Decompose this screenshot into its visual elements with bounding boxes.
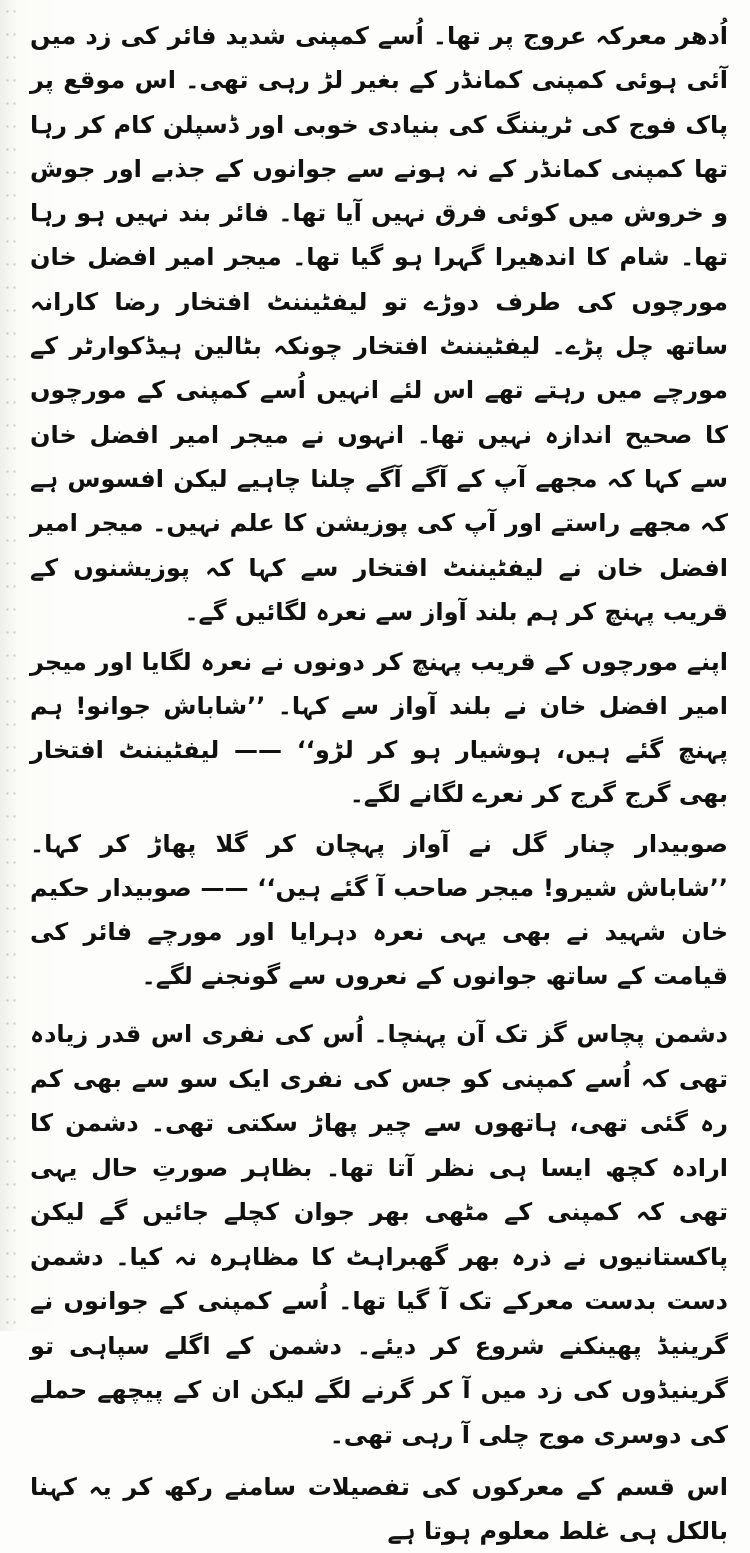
paragraph-5: اس قسم کے معرکوں کی تفصیلات سامنے رکھ کر یہ کہنا بالکل ہی غلط معلوم ہوتا ہے <box>30 1473 728 1546</box>
paragraph-4: دشمن پچاس گز تک آن پہنچا۔ اُس کی نفری اس قدر زیادہ تھی کہ اُسے کمپنی کو جس کی نفری ایک سو سے بھی کم رہ گئی تھی، ہاتھوں سے چیر پھاڑ سکتی تھی۔ دشمن کا ارادہ کچھ ایسا ہی نظر آتا تھا۔ بظاہر صورتِ حال یہی تھی کہ کمپنی کے مٹھی بھر جوان کچلے جائیں گے لیکن پاکستانیوں نے ذرہ بھر گھبراہٹ کا مظاہرہ نہ کیا۔ دشمن دست بدست معرکے تک آ گیا تھا۔ اُسے کمپنی کے جوانوں نے گرینیڈ پھینکنے شروع کر دیئے۔ دشمن کے اگلے سپاہی تو گرینیڈوں کی زد میں آ کر گرنے لگے لیکن ان کے پیچھے حملے کی دوسری موج چلی آ رہی تھی۔ <box>30 1020 728 1449</box>
paragraph-1: اُدھر معرکہ عروج پر تھا۔ اُسے کمپنی شدید فائر کی زد میں آئی ہوئی کمپنی کمانڈر کے بغیر لڑ رہی تھی۔ اس موقع پر پاک فوج کی ٹریننگ کی بنیادی خوبی اور ڈسپلن کام کر رہا تھا کمپنی کمانڈر کے نہ ہونے سے جوانوں کے جذبے اور جوش و خروش میں کوئی فرق نہیں آیا تھا۔ فائر بند نہیں ہو رہا تھا۔ شام کا اندھیرا گہرا ہو گیا تھا۔ میجر امیر افضل خان مورچوں کی طرف دوڑے تو لیفٹیننٹ افتخار رضا کارانہ ساتھ چل پڑے۔ لیفٹیننٹ افتخار چونکہ بٹالین ہیڈکوارٹر کے مورچے میں رہتے تھے اس لئے انہیں اُسے کمپنی کے مورچوں کا صحیح اندازہ نہیں تھا۔ انہوں نے میجر امیر افضل خان سے کہا کہ مجھے آپ کے آگے آگے چلنا چاہیے لیکن افسوس ہے کہ مجھے راستے اور آپ کی پوزیشن کا علم نہیں۔ میجر امیر افضل خان نے لیفٹیننٹ افتخار سے کہا کہ پوزیشنوں کے قریب پہنچ کر ہم بلند آواز سے نعرہ لگائیں گے۔ <box>30 22 728 626</box>
urdu-text-body <box>30 14 728 1553</box>
paragraph-2: اپنے مورچوں کے قریب پہنچ کر دونوں نے نعرہ لگایا اور میجر امیر افضل خان نے بلند آواز سے کہا۔ ’’شاباش جوانو! ہم پہنچ گئے ہیں، ہوشیار ہو کر لڑو‘‘ —— لیفٹیننٹ افتخار بھی گرج گرج کر نعرے لگانے لگے۔ <box>30 648 728 809</box>
paragraph-3: صوبیدار چنار گل نے آواز پہچان کر گلا پھاڑ کر کہا۔ ’’شاباش شیرو! میجر صاحب آ گئے ہیں‘‘ —— صوبیدار حکیم خان شہید نے بھی یہی نعرہ دہرایا اور مورچے فائر کی قیامت کے ساتھ جوانوں کے نعروں سے گونجنے لگے۔ <box>30 830 728 991</box>
binding-gutter <box>4 0 18 1331</box>
